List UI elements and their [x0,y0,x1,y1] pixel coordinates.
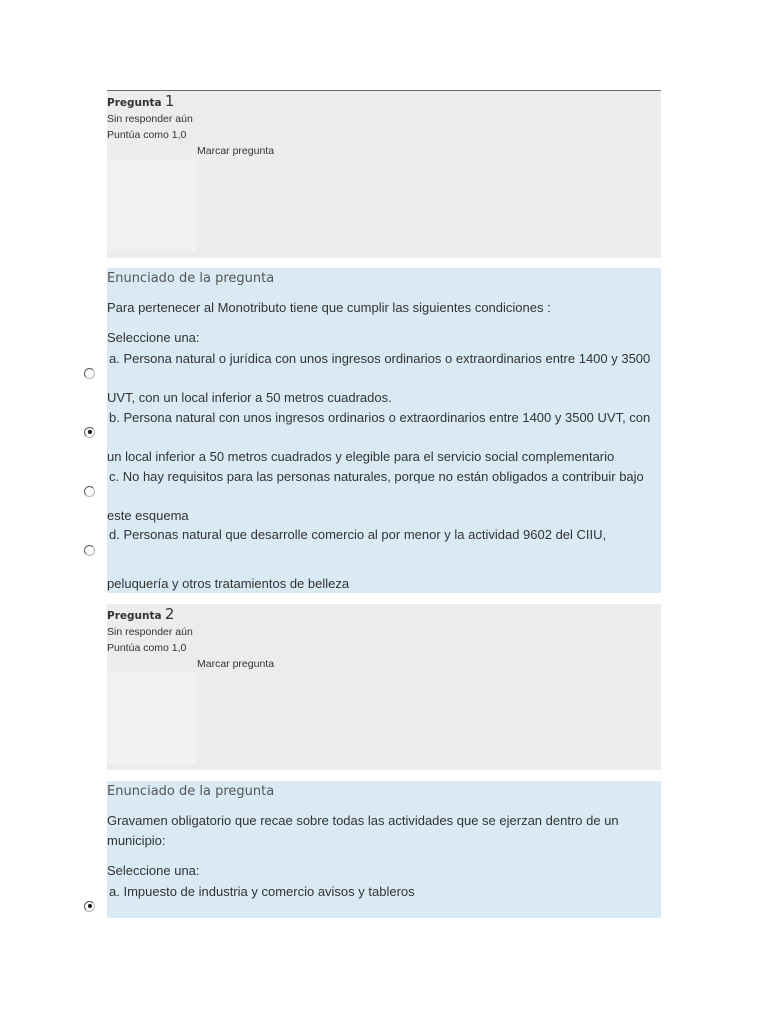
question-grade: Puntúa como 1,0 [107,129,187,141]
answer-option-text: a. Impuesto de industria y comercio avisos y tableros [109,883,415,899]
question-title [107,604,661,624]
info-panel-shade [107,672,196,764]
question-text: Para pertenecer al Monotributo tiene que cumplir las siguientes condiciones : [107,300,551,315]
answer-option-text: c. No hay requisitos para las personas naturales, porque no están obligados a contribuir bajo este esquema [107,468,644,523]
question-formulation [107,781,661,918]
answer-option-text: b. Persona natural con unos ingresos ordinarios o extraordinarios entre 1400 y 3500 UVT, con un local inferior a 50 metros cuadrados y elegible para el servicio social complementario [107,409,651,464]
question-label: Pregunta [107,610,162,622]
question-info [107,604,661,770]
question-state: Sin responder aún [107,626,193,638]
answer-prompt: Seleccione una: [107,863,200,878]
question-heading: Enunciado de la pregunta [107,784,275,799]
question-grade: Puntúa como 1,0 [107,642,187,654]
question-formulation [107,268,661,593]
question-number: 1 [164,92,175,110]
question-info [107,90,661,258]
flag-question-link[interactable]: Marcar pregunta [197,658,275,670]
question-number: 2 [164,605,175,623]
question-title [107,91,661,111]
question-text: Gravamen obligatorio que recae sobre todas las actividades que se ejerzan dentro de un municipio: [107,813,619,848]
answer-radio-a[interactable] [84,901,95,912]
answer-prompt: Seleccione una: [107,330,200,345]
answer-radio-c[interactable] [84,486,95,497]
question-label: Pregunta [107,97,162,109]
answer-options [107,348,661,598]
answer-options [107,881,661,901]
question-heading: Enunciado de la pregunta [107,271,275,286]
answer-radio-b[interactable] [84,427,95,438]
answer-radio-d[interactable] [84,545,95,556]
flag-question-link[interactable]: Marcar pregunta [197,145,275,157]
info-panel-shade [107,159,196,251]
answer-option-a[interactable] [107,872,661,911]
answer-radio-a[interactable] [84,368,95,379]
answer-option-text: d. Personas natural que desarrolle comercio al por menor y la actividad 9602 del CIIU, peluquería y otros tratamientos de belleza [107,526,607,591]
answer-option-text: a. Persona natural o jurídica con unos ingresos ordinarios o extraordinarios entre 1400 y 3500 UVT, con un local inferior a 50 metros cuadrados. [107,350,651,405]
question-state: Sin responder aún [107,113,193,125]
answer-option-d[interactable] [107,510,661,608]
